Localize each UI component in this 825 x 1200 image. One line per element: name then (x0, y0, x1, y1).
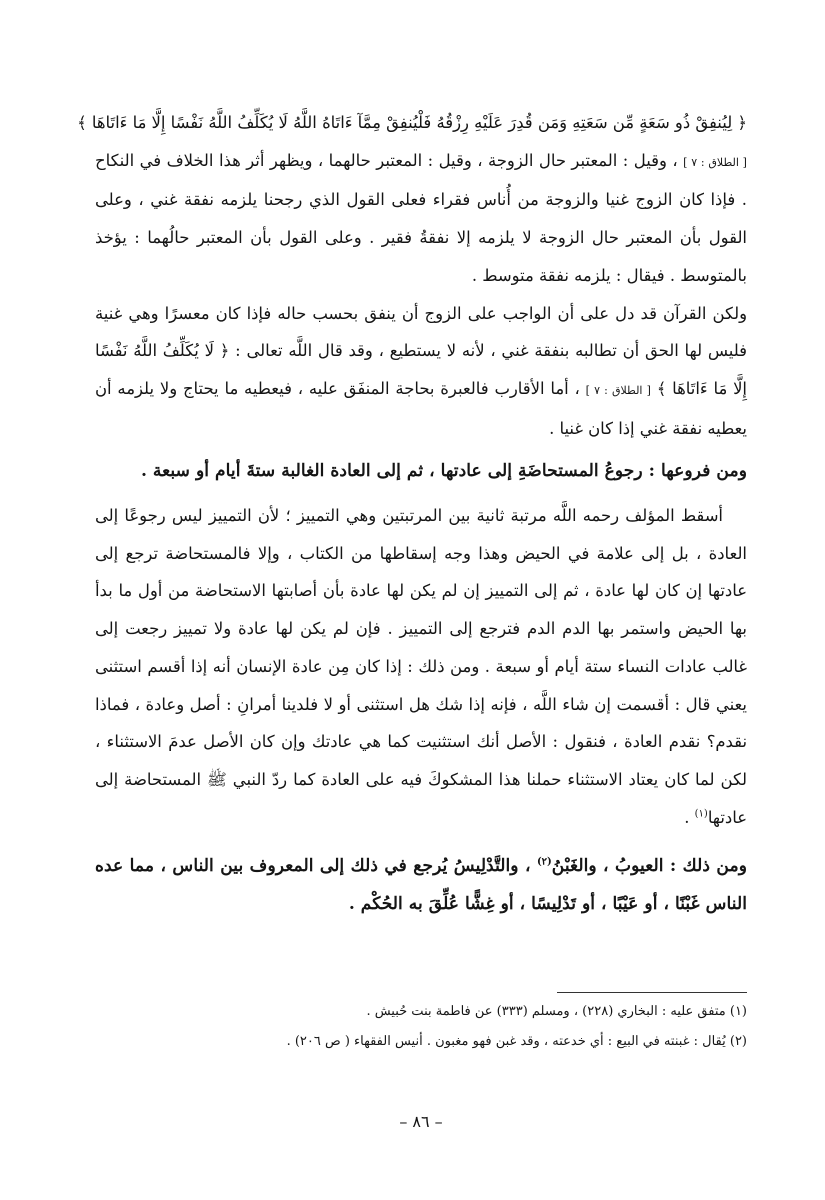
matn-text: ، والتَّدْلِيسُ يُرجع في ذلك إلى المعروف بين الناس ، مما عده الناس غَبْنًا ، أو عَيْبًا ، أو تَدْلِيسًا ، أو غِشًّا عُلِّقَ به الحُكْم . (95, 856, 747, 915)
verse-reference: [ الطلاق : ٧ ] (683, 155, 747, 169)
paragraph-text: ، أما الأقارب فالعبرة بحاجة المنفَق عليه ، فيعطيه ما يحتاج ولا يلزمه أن يعطيه نفقة غني إذا كان غنيا . (95, 378, 747, 438)
matn-heading-2 (95, 848, 747, 923)
matn-text: ومن ذلك : العيوبُ ، والغَبْنُ (551, 856, 748, 877)
matn-heading-1 (95, 453, 747, 491)
paragraph-1 (77, 104, 747, 295)
page-number: – ٨٦ – (399, 1112, 443, 1131)
document-page (77, 104, 748, 1174)
matn-text: ومن فروعها : رجوعُ المستحاضَةِ إلى عادتها ، ثم إلى العادة الغالبة ستةَ أيام أو سبعة . (140, 461, 747, 482)
quran-verse: ﴿ لِيُنفِقْ ذُو سَعَةٍ مِّن سَعَتِهِ وَمَن قُدِرَ عَلَيْهِ رِزْقُهُ فَلْيُنفِقْ مِمَّآ ءَاتَاهُ اللَّهُ لَا يُكَلِّفُ اللَّهُ نَفْسًا إِلَّا مَا ءَاتَاهَا ﴾ (77, 113, 747, 132)
footnote-1: (١) متفق عليه : البخاري (٢٢٨) ، ومسلم (٣٣٣) عن فاطمة بنت حُبيش . (366, 1004, 747, 1019)
footnote-2: (٢) يُقال : غبنته في البيع : أي خدعته ، وقد غبن فهو مغبون . أنيس الفقهاء ( ص ٢٠٦) . (286, 1034, 747, 1049)
paragraph-text: ولكن القرآن قد دل على أن الواجب على الزوج أن ينفق بحسب حاله فإذا كان معسرًا وهي غنية فليس لها الحق أن تطالبه بنفقة غني ، لأنه لا يستطيع ، وقد قال اللَّه تعالى : (95, 303, 747, 361)
paragraph-text: ، وقيل : المعتبر حال الزوجة ، وقيل : المعتبر حالهما ، ويظهر أثر هذا الخلاف في النكاح . فإذا كان الزوج غنيا والزوجة من أُناس فقراء فعلى القول الذي رجحنا يلزمه نفقة غني ، وعلى القول بأن المعتبر حال الزوجة لا يلزمه إلا نفقةُ فقير . وعلى القول بأن المعتبر حالُهما : يؤخذ بالمتوسط . فيقال : يلزمه نفقة متوسط . (95, 150, 747, 285)
paragraph-2 (95, 295, 747, 448)
footnote-divider (557, 992, 747, 993)
verse-reference: [ الطلاق : ٧ ] (585, 383, 651, 397)
footnotes (95, 997, 747, 1057)
paragraph-3 (95, 497, 747, 836)
footnote-marker-2[interactable]: (٢) (536, 856, 552, 868)
quran-verse: ﴿ لَا يُكَلِّفُ اللَّهُ نَفْسًا إِلَّا مَا ءَاتَاهَا ﴾ (95, 341, 747, 398)
paragraph-text: أسقط المؤلف رحمه اللَّه مرتبة ثانية بين المرتبتين وهي التمييز ؛ لأن التمييز ليس رجوعًا إلى العادة ، بل إلى علامة في الحيض وهذا وجه إسقاطها من الكتاب ، وإلا فالمستحاضة ترجع إلى عادتها إن كان لها عادة ، ثم إلى التمييز إن لم يكن لها عادة بأن أصابتها الاستحاضة من أول ما بدأ بها الحيض واستمر بها الدم الدم فترجع إلى التمييز . فإن لم يكن لها عادة ولا تمييز رجعت إلى غالب عادات النساء ستة أيام أو سبعة . ومن ذلك : إذا كان مِن عادة الإنسان أنه إذا أقسم استثنى يعني قال : أقسمت إن شاء اللَّه ، فإنه إذا شك هل استثنى أو لا فلدينا أمرانِ : أصل وعادة ، فماذا نقدم؟ نقدم العادة ، فنقول : الأصل أنك استثنيت كما هي عادتك وإن كان الأصل عدمَ الاستثناء ، لكن لما كان يعتاد الاستثناء حملنا هذا المشكوكَ فيه على العادة كما ردّ النبي ﷺ المستحاضة إلى عادتها (95, 506, 747, 827)
paragraph-end: . (684, 807, 690, 827)
footnote-marker-1[interactable]: (١) (694, 808, 708, 820)
